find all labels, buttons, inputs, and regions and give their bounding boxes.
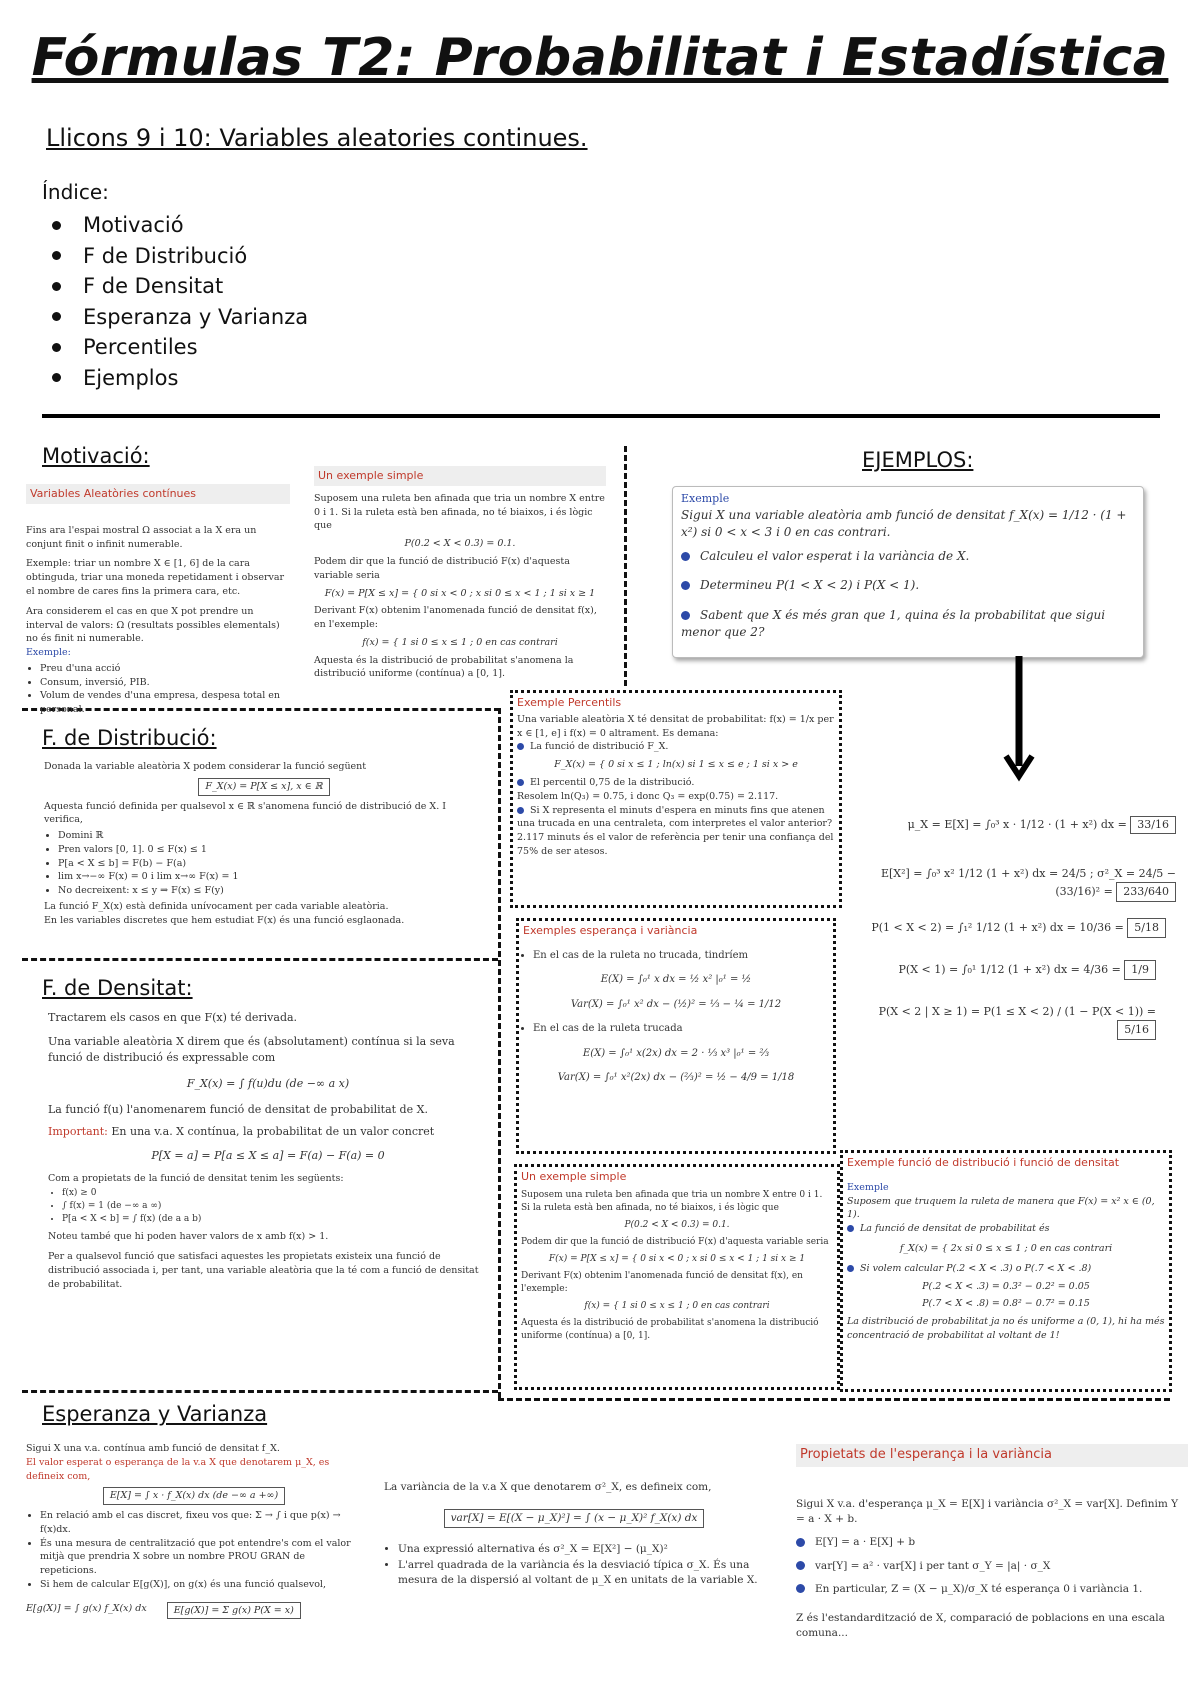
card-text: El valor esperat o esperança de la v.a X que denotarem μ_X, es defineix com, — [26, 1456, 330, 1482]
bullet-icon — [52, 282, 61, 291]
bullet-icon — [796, 1538, 805, 1547]
index-heading: Índice: — [42, 180, 109, 204]
formula: P[X = a] = P[a ≤ X ≤ a] = F(a) − F(a) = 0 — [151, 1148, 385, 1162]
list-item: • P[a < X < b] = ∫ f(x) (de a a b) — [62, 1213, 488, 1226]
bullet-icon — [847, 1265, 854, 1272]
example-question: Calculeu el valor esperat i la variància de X. — [700, 548, 970, 563]
card-text: Podem dir que la funció de distribució F(x) d'aquesta variable seria — [314, 556, 570, 581]
card-exemple-simple-2 — [514, 1164, 840, 1390]
card-densitat — [48, 1010, 488, 1292]
card-list — [533, 1022, 833, 1037]
formula: f(x) = { 1 si 0 ≤ x ≤ 1 ; 0 en cas contrari — [362, 636, 558, 648]
card-list — [40, 1509, 362, 1592]
section-heading-esperanza: Esperanza y Varianza — [42, 1402, 268, 1426]
formula-boxed: E[X] = ∫ x · f_X(x) dx (de −∞ a +∞) — [103, 1487, 285, 1505]
list-item: • És una mesura de centralització que pot entendre's com el valor mitjà que prendria X sobre un nombre PROU GRAN de repeticions. — [40, 1537, 362, 1578]
list-item: • En el cas de la ruleta trucada — [533, 1022, 833, 1037]
formula: E(X) = ∫₀¹ x(2x) dx = 2 · ⅓ x³ |₀¹ = ⅔ — [582, 1047, 770, 1059]
bullet-icon — [681, 611, 690, 620]
formula-boxed: var[X] = E[(X − μ_X)²] = ∫ (x − μ_X)² f_X(x) dx — [444, 1509, 705, 1528]
formula: F_X(x) = ∫ f(u)du (de −∞ a x) — [186, 1076, 350, 1090]
formula: E[g(X)] = ∫ g(x) f_X(x) dx — [26, 1602, 147, 1614]
card-distribucio-densitat — [840, 1150, 1172, 1392]
card-text: Per a qualsevol funció que satisfaci aquestes les propietats existeix una funció de distribució associada i, per tant, una variable aleatòria que la té com a funció de densitat de probabilitat. — [48, 1251, 479, 1290]
index-item: F de Densitat — [52, 271, 308, 302]
card-text: Sigui X v.a. d'esperança μ_X = E[X] i variància σ²_X = var[X]. Definim Y = a · X + b. — [796, 1497, 1179, 1526]
example-box — [672, 486, 1144, 658]
formula: Var(X) = ∫₀¹ x² dx − (½)² = ⅓ − ¼ = 1/12 — [570, 998, 782, 1010]
divider-horizontal — [22, 1390, 498, 1393]
formula: P(0.2 < X < 0.3) = 0.1. — [624, 1220, 730, 1231]
list-item: var[Y] = a² · var[X] i per tant σ_Y = |a| · σ_X — [815, 1559, 1051, 1572]
card-list — [62, 1187, 488, 1226]
solution-text: P(1 < X < 2) = ∫₁² 1/12 (1 + x²) dx = 10/36 = — [871, 921, 1124, 934]
card-distribucio — [44, 760, 484, 927]
bullet-icon — [52, 221, 61, 230]
card-text: Resolem ln(Q₃) = 0.75, i donc Q₃ = exp(0.75) = 2.117. — [517, 790, 779, 802]
formula: f_X(x) = { 2x si 0 ≤ x ≤ 1 ; 0 en cas contrari — [899, 1243, 1113, 1254]
section-heading-densitat: F. de Densitat: — [42, 976, 193, 1000]
card-band: Un exemple simple — [314, 466, 606, 486]
bullet-icon — [847, 1225, 854, 1232]
card-text: Suposem una ruleta ben afinada que tria un nombre X entre 0 i 1. Si la ruleta està ben afinada, no té biaixos, i és lògic que — [314, 492, 605, 532]
arrow-down-icon — [1002, 656, 1036, 786]
divider-horizontal — [22, 958, 498, 961]
index-item: Esperanza y Varianza — [52, 302, 308, 333]
solution-value: 33/16 — [1130, 816, 1176, 834]
card-text: Noteu també que hi poden haver valors de x amb f(x) > 1. — [48, 1231, 329, 1243]
example-question: Determineu P(1 < X < 2) i P(X < 1). — [700, 578, 920, 593]
card-percentils — [510, 690, 842, 908]
card-text: Si volem calcular P(.2 < X < .3) o P(.7 < X < .8) — [860, 1262, 1092, 1274]
bullet-icon — [681, 581, 690, 590]
solutions — [846, 816, 1176, 834]
card-esperanza — [26, 1442, 362, 1623]
card-variables-aleatories — [26, 484, 290, 719]
bullet-icon — [681, 552, 690, 561]
formula-boxed: E[g(X)] = Σ g(x) P(X = x) — [167, 1602, 301, 1620]
card-list — [40, 662, 290, 717]
page-title: Fórmulas T2: Probabilitat i Estadística — [31, 28, 1169, 88]
bullet-icon — [796, 1561, 805, 1570]
card-text: Sigui X una v.a. contínua amb funció de densitat f_X. — [26, 1443, 280, 1454]
card-text: La distribució de probabilitat ja no és uniforme a (0, 1), hi ha més concentració de probabilitat al voltant de 1! — [847, 1316, 1165, 1341]
card-text: Donada la variable aleatòria X podem considerar la funció següent — [44, 761, 367, 772]
card-propietats — [796, 1444, 1188, 1641]
card-text: El percentil 0,75 de la distribució. — [530, 777, 695, 788]
card-text: En les variables discretes que hem estudiat F(x) és una funció esglaonada. — [44, 914, 405, 926]
formula: F(x) = P[X ≤ x] = { 0 si x < 0 ; x si 0 ≤ x < 1 ; 1 si x ≥ 1 — [548, 1254, 806, 1265]
list-item: • Volum de vendes d'una empresa, despesa total en personal. — [40, 689, 290, 717]
bullet-icon — [52, 312, 61, 321]
card-text: Ara considerem el cas en que X pot prendre un interval de valors: Ω (resultats possibles elementals) no és finit ni numerable. — [26, 605, 280, 645]
card-list — [398, 1542, 764, 1588]
list-item: • L'arrel quadrada de la variància és la desviació típica σ_X. És una mesura de la dispersió al voltant de μ_X en unitats de la variable X. — [398, 1558, 764, 1588]
card-list — [533, 949, 833, 964]
solution-text: P(X < 1) = ∫₀¹ 1/12 (1 + x²) dx = 4/36 = — [898, 963, 1121, 976]
card-text: Suposem que truquem la ruleta de manera que F(x) = x² x ∈ (0, 1). — [847, 1195, 1155, 1221]
list-item: • Si hem de calcular E[g(X)], on g(x) és una funció qualsevol, — [40, 1578, 362, 1592]
page-subtitle: Llicons 9 i 10: Variables aleatories continues. — [46, 124, 588, 152]
solution-text: E[X²] = ∫₀³ x² 1/12 (1 + x²) dx = 24/5 ; σ²_X = 24/5 − (33/16)² = — [880, 867, 1176, 898]
solutions — [856, 960, 1156, 980]
card-list — [58, 829, 484, 898]
card-text: Aquesta és la distribució de probabilitat s'anomena la distribució uniforme (contínua) a [0, 1]. — [314, 654, 574, 680]
list-item: En particular, Z = (X − μ_X)/σ_X té esperança 0 i variància 1. — [815, 1582, 1143, 1595]
section-heading-motivacio: Motivació: — [42, 444, 150, 468]
card-text: Suposem una ruleta ben afinada que tria un nombre X entre 0 i 1. Si la ruleta està ben afinada, no té biaixos, i és lògic que — [521, 1189, 823, 1213]
card-band: Exemple Percentils — [517, 696, 622, 709]
card-text: 2.117 minuts és el valor de referència per tenir una confiança del 75% de ser atesos. — [517, 832, 834, 857]
list-item: • En el cas de la ruleta no trucada, tindríem — [533, 949, 833, 964]
bullet-icon — [517, 743, 524, 750]
solution-value: 233/640 — [1116, 882, 1176, 902]
bullet-icon — [52, 373, 61, 382]
card-exemple-simple — [314, 466, 606, 681]
solution-text: μ_X = E[X] = ∫₀³ x · 1/12 · (1 + x²) dx = — [907, 818, 1127, 831]
index-item: Motivació — [52, 210, 308, 241]
formula: P(.2 < X < .3) = 0.3² − 0.2² = 0.05 — [922, 1280, 1090, 1292]
list-item: • f(x) ≥ 0 — [62, 1187, 488, 1200]
card-text: La variància de la v.a X que denotarem σ²_X, es defineix com, — [384, 1481, 712, 1493]
list-item: • Consum, inversió, PIB. — [40, 676, 290, 690]
formula: P(0.2 < X < 0.3) = 0.1. — [404, 538, 516, 550]
list-item: • ∫ f(x) = 1 (de −∞ a ∞) — [62, 1200, 488, 1213]
card-text: La funció F_X(x) està definida unívocament per cada variable aleatòria. — [44, 900, 389, 912]
index-item: F de Distribució — [52, 241, 308, 272]
card-text: Fins ara l'espai mostral Ω associat a la X era un conjunt finit o infinit numerable. — [26, 524, 257, 550]
solutions — [856, 918, 1166, 938]
solutions — [856, 866, 1176, 902]
card-variancia — [384, 1480, 764, 1590]
card-text: Una variable aleatòria X direm que és (absolutament) contínua si la seva funció de distribució és expressable com — [48, 1034, 455, 1064]
solution-value: 5/16 — [1117, 1020, 1156, 1040]
divider-vertical — [498, 708, 501, 1398]
card-text: La funció de densitat de probabilitat és — [860, 1223, 1050, 1235]
card-text: Derivant F(x) obtenim l'anomenada funció de densitat f(x), en l'exemple: — [521, 1271, 803, 1295]
list-item: • No decreixent: x ≤ y ⇒ F(x) ≤ F(y) — [58, 884, 484, 898]
index-item: Ejemplos — [52, 363, 308, 394]
card-text: Aquesta funció definida per qualsevol x ∈ ℝ s'anomena funció de distribució de X. I verifica, — [44, 800, 446, 826]
solution-text: P(X < 2 | X ≥ 1) = P(1 ≤ X < 2) / (1 − P(X < 1)) = — [878, 1005, 1156, 1018]
card-text: Aquesta és la distribució de probabilitat s'anomena la distribució uniforme (contínua) a [0, 1]. — [521, 1318, 819, 1342]
bullet-icon — [517, 807, 524, 814]
example-question: Sabent que X és més gran que 1, quina és la probabilitat que sigui menor que 2? — [681, 607, 1106, 639]
card-text: Exemple: triar un nombre X ∈ [1, 6] de la cara obtinguda, triar una moneda repetidament i observar el nombre de cares fins la primera cara, etc. — [26, 558, 285, 597]
card-text: Si X representa el minuts d'espera en minuts fins que atenen una trucada en una centraleta, com interpretes el valor anterior? — [517, 804, 833, 830]
formula: F_X(x) = { 0 si x ≤ 1 ; ln(x) si 1 ≤ x ≤ e ; 1 si x > e — [554, 759, 798, 771]
index-item: Percentiles — [52, 332, 308, 363]
list-item: • Preu d'una acció — [40, 662, 290, 676]
divider-vertical — [624, 446, 627, 686]
formula: E(X) = ∫₀¹ x dx = ½ x² |₀¹ = ½ — [600, 974, 752, 986]
index-list — [52, 210, 308, 393]
divider-horizontal — [498, 1398, 1170, 1401]
formula: F(x) = P[X ≤ x] = { 0 si x < 0 ; x si 0 ≤ x < 1 ; 1 si x ≥ 1 — [324, 587, 596, 599]
card-band: Exemples esperança i variància — [523, 924, 698, 937]
example-label: Exemple — [681, 492, 730, 505]
list-item: • Una expressió alternativa és σ²_X = E[X²] − (μ_X)² — [398, 1542, 764, 1557]
card-label: Exemple: — [26, 647, 71, 659]
card-text: Derivant F(x) obtenim l'anomenada funció de densitat f(x), en l'exemple: — [314, 605, 597, 631]
example-label: Exemple — [847, 1181, 889, 1193]
formula: f(x) = { 1 si 0 ≤ x ≤ 1 ; 0 en cas contrari — [584, 1301, 770, 1312]
list-item: • P[a < X ≤ b] = F(b) − F(a) — [58, 857, 484, 871]
formula: P(.7 < X < .8) = 0.8² − 0.7² = 0.15 — [922, 1298, 1090, 1310]
solution-value: 1/9 — [1124, 960, 1156, 980]
card-band: Propietats de l'esperança i la variància — [796, 1444, 1188, 1467]
bullet-icon — [52, 343, 61, 352]
bullet-icon — [517, 779, 524, 786]
list-item: E[Y] = a · E[X] + b — [815, 1536, 916, 1549]
section-heading-distribucio: F. de Distribució: — [42, 726, 217, 750]
list-item: • En relació amb el cas discret, fixeu vos que: Σ → ∫ i que p(x) → f(x)dx. — [40, 1509, 362, 1537]
solutions — [856, 1004, 1156, 1040]
list-item: • Domini ℝ — [58, 829, 484, 843]
card-text: La funció f(u) l'anomenarem funció de densitat de probabilitat de X. — [48, 1102, 428, 1116]
list-item: • Pren valors [0, 1]. 0 ≤ F(x) ≤ 1 — [58, 843, 484, 857]
card-text: Tractarem els casos en que F(x) té derivada. — [48, 1011, 298, 1024]
card-text: Z és l'estandardització de X, comparació de poblacions en una escala comuna... — [796, 1611, 1165, 1640]
card-band: Un exemple simple — [521, 1170, 627, 1183]
card-text: En una v.a. X contínua, la probabilitat de un valor concret — [111, 1124, 435, 1138]
card-text: Podem dir que la funció de distribució F(x) d'aquesta variable seria — [521, 1237, 829, 1248]
card-esperanca-exemples — [516, 918, 836, 1154]
card-band: Variables Aleatòries contínues — [26, 484, 290, 504]
bullet-icon — [52, 251, 61, 260]
card-band: Exemple funció de distribució i funció de densitat — [847, 1156, 1120, 1169]
card-text: Com a propietats de la funció de densitat tenim les següents: — [48, 1172, 344, 1184]
example-statement: Sigui X una variable aleatòria amb funció de densitat f_X(x) = 1/12 · (1 + x²) si 0 < x < 3 i 0 en cas contrari. — [681, 507, 1127, 540]
bullet-icon — [796, 1584, 805, 1593]
card-text: Una variable aleatòria X té densitat de probabilitat: f(x) = 1/x per x ∈ [1, e] i f(x) = 0 altrament. Es demana: — [517, 713, 834, 739]
card-text: La funció de distribució F_X. — [530, 741, 669, 753]
important-label: Important: — [48, 1124, 108, 1138]
horizontal-rule — [42, 414, 1160, 418]
section-heading-ejemplos: EJEMPLOS: — [862, 448, 974, 472]
list-item: • lim x→−∞ F(x) = 0 i lim x→∞ F(x) = 1 — [58, 870, 484, 884]
formula: Var(X) = ∫₀¹ x²(2x) dx − (⅔)² = ½ − 4/9 = 1/18 — [557, 1072, 795, 1084]
formula-boxed: F_X(x) = P[X ≤ x], x ∈ ℝ — [198, 778, 329, 796]
solution-value: 5/18 — [1127, 918, 1166, 938]
